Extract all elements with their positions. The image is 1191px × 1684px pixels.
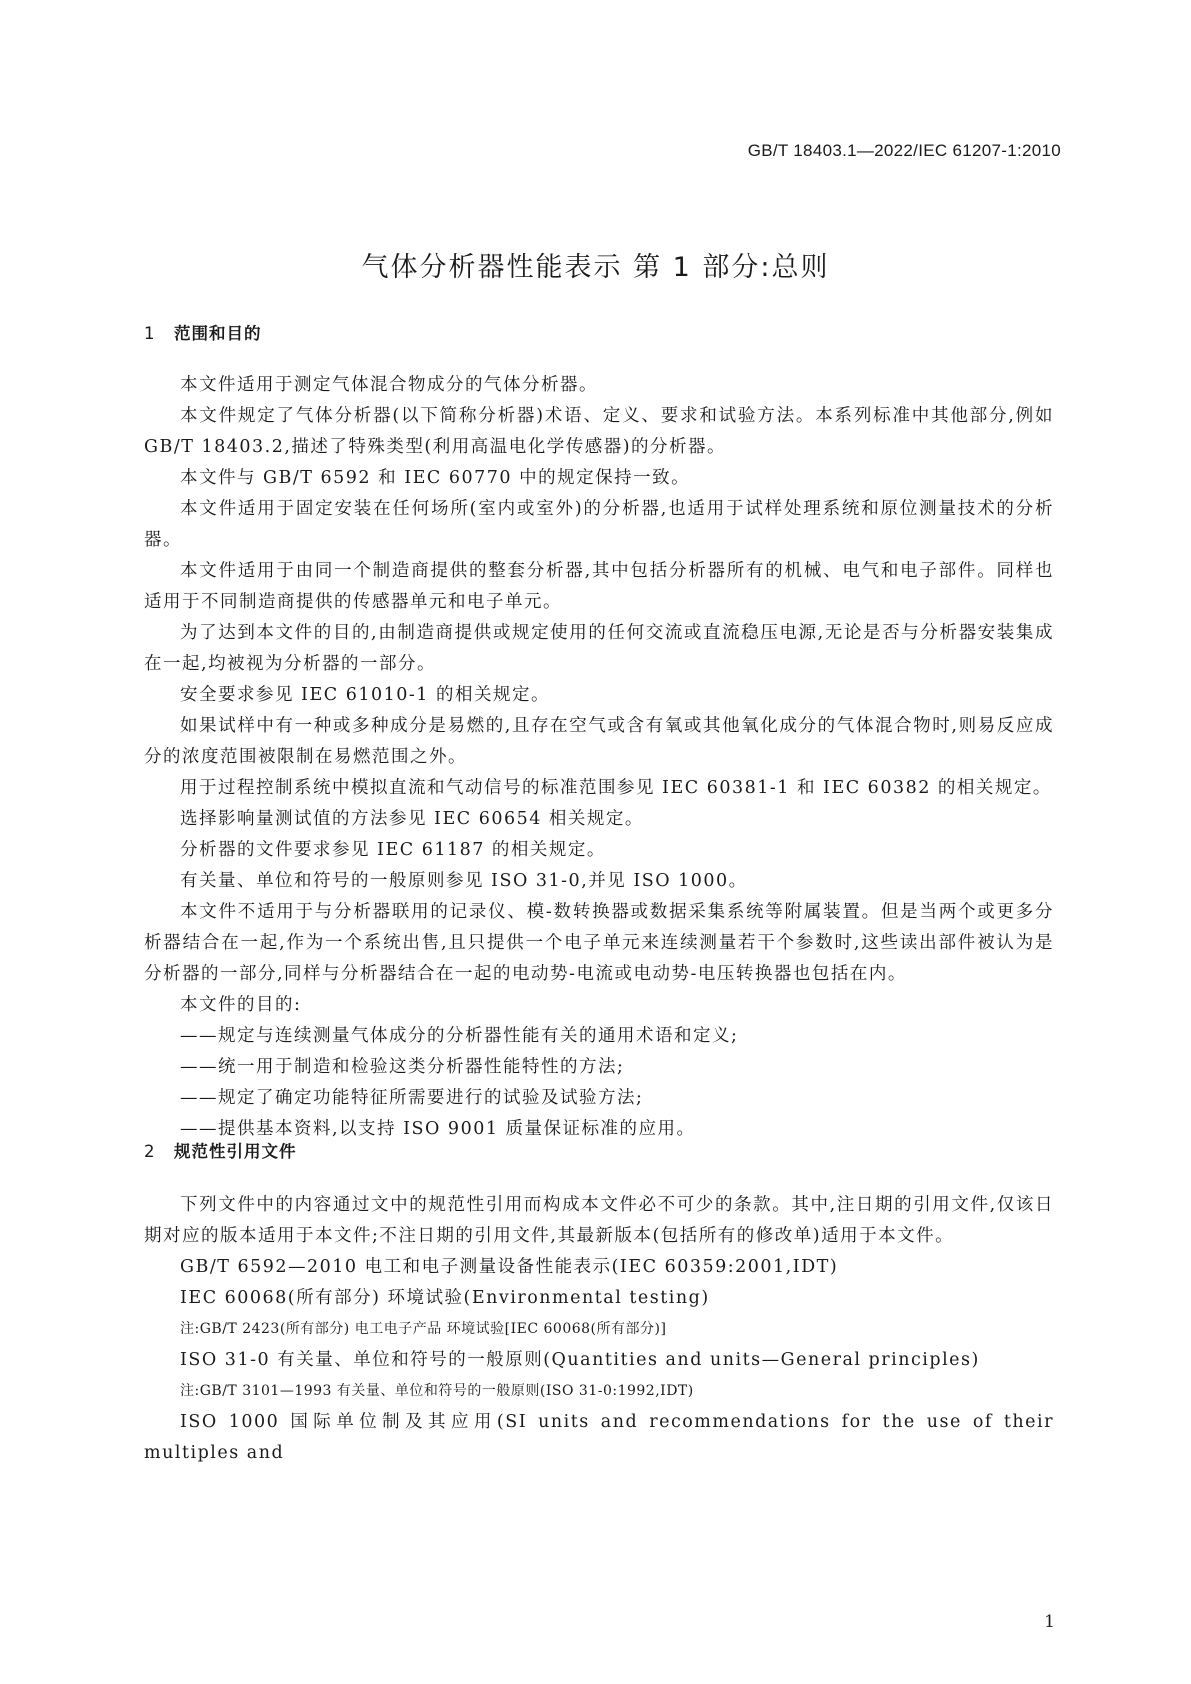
note: 注:GB/T 3101—1993 有关量、单位和符号的一般原则(ISO 31-0:1992,IDT) [180,1383,694,1399]
purpose-item: ——提供基本资料,以支持 ISO 9001 质量保证标准的应用。 [180,1119,696,1139]
standard-code: GB/T 18403.1—2022/IEC 61207-1:2010 [747,141,1061,160]
reference-item: ISO 1000 国际单位制及其应用(SI units and recommendations for the use of their multiples and [144,1412,1054,1463]
reference-item: IEC 60068(所有部分) 环境试验(Environmental testing) [180,1288,710,1308]
section-2-number: 2 [144,1142,156,1161]
paragraph: 用于过程控制系统中模拟直流和气动信号的标准范围参见 IEC 60381-1 和 IEC 60382 的相关规定。 [180,778,1052,798]
section-2-title: 规范性引用文件 [174,1142,297,1161]
purpose-item: ——规定与连续测量气体成分的分析器性能有关的通用术语和定义; [180,1026,739,1046]
reference-item: GB/T 6592—2010 电工和电子测量设备性能表示(IEC 60359:2001,IDT) [180,1257,839,1277]
paragraph: 选择影响量测试值的方法参见 IEC 60654 相关规定。 [180,809,644,829]
paragraph: 本文件适用于测定气体混合物成分的气体分析器。 [180,375,598,395]
section-1-body [144,370,1054,1145]
section-2-body [144,1190,1054,1469]
paragraph: 为了达到本文件的目的,由制造商提供或规定使用的任何交流或直流稳压电源,无论是否与分析器安装集成在一起,均被视为分析器的一部分。 [144,623,1054,674]
paragraph: 如果试样中有一种或多种成分是易燃的,且存在空气或含有氧或其他氧化成分的气体混合物时,则易反应成分的浓度范围被限制在易燃范围之外。 [144,716,1054,767]
section-1-title: 范围和目的 [174,324,262,343]
reference-item: ISO 31-0 有关量、单位和符号的一般原则(Quantities and units—General principles) [180,1350,980,1370]
purpose-item: ——规定了确定功能特征所需要进行的试验及试验方法; [180,1088,644,1108]
section-2-heading [144,1138,297,1162]
section-1-heading [144,320,262,344]
paragraph: 本文件不适用于与分析器联用的记录仪、模-数转换器或数据采集系统等附属装置。但是当两个或更多分析器结合在一起,作为一个系统出售,且只提供一个电子单元来连续测量若干个参数时,这些读出部件被认为是分析器的一部分,同样与分析器结合在一起的电动势-电流或电动势-电压转换器也包括在内。 [144,902,1054,984]
section-1-number: 1 [144,324,156,343]
document-title: 气体分析器性能表示 第 1 部分:总则 [361,252,830,283]
paragraph: 有关量、单位和符号的一般原则参见 ISO 31-0,并见 ISO 1000。 [180,871,748,891]
paragraph: 安全要求参见 IEC 61010-1 的相关规定。 [180,685,550,705]
paragraph: 本文件适用于由同一个制造商提供的整套分析器,其中包括分析器所有的机械、电气和电子部件。同样也适用于不同制造商提供的传感器单元和电子单元。 [144,561,1054,612]
paragraph: 本文件规定了气体分析器(以下简称分析器)术语、定义、要求和试验方法。本系列标准中其他部分,例如 GB/T 18403.2,描述了特殊类型(利用高温电化学传感器)的分析器。 [144,406,1054,457]
page-number: 1 [1044,1612,1055,1632]
note: 注:GB/T 2423(所有部分) 电工电子产品 环境试验[IEC 60068(所有部分)] [180,1321,667,1337]
paragraph: 本文件与 GB/T 6592 和 IEC 60770 中的规定保持一致。 [180,468,691,488]
purpose-item: ——统一用于制造和检验这类分析器性能特性的方法; [180,1057,625,1077]
paragraph: 本文件的目的: [180,995,302,1015]
paragraph: 本文件适用于固定安装在任何场所(室内或室外)的分析器,也适用于试样处理系统和原位测量技术的分析器。 [144,499,1054,550]
paragraph: 分析器的文件要求参见 IEC 61187 的相关规定。 [180,840,606,860]
paragraph: 下列文件中的内容通过文中的规范性引用而构成本文件必不可少的条款。其中,注日期的引用文件,仅该日期对应的版本适用于本文件;不注日期的引用文件,其最新版本(包括所有的修改单)适用于本文件。 [144,1195,1054,1246]
